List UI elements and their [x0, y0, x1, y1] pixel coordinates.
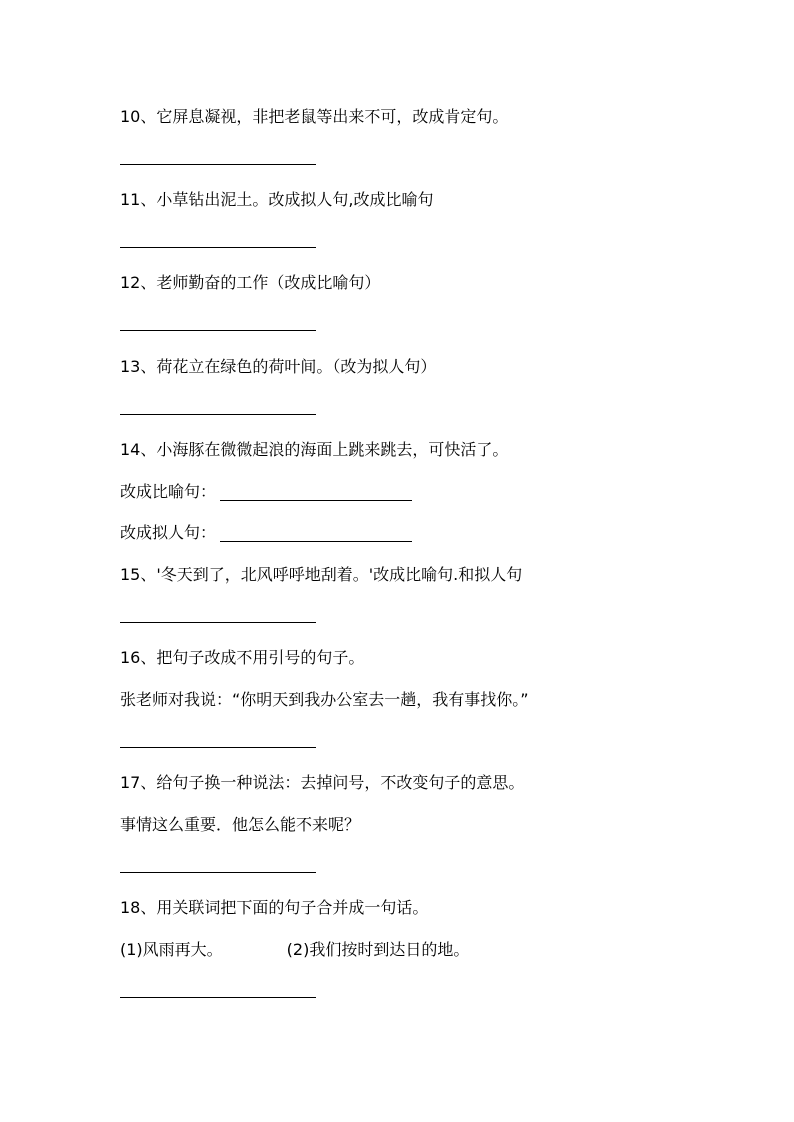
question-16-sentence: 张老师对我说：“你明天到我办公室去一趟，我有事找你。”: [120, 690, 529, 709]
question-15: 15、'冬天到了，北风呼呼地刮着。'改成比喻句.和拟人句: [120, 565, 523, 584]
simile-label: 改成比喻句：: [120, 482, 217, 501]
question-16: 16、把句子改成不用引号的句子。: [120, 648, 365, 667]
question-14: 14、小海豚在微微起浪的海面上跳来跳去，可快活了。: [120, 440, 509, 459]
question-10: 10、它屏息凝视，非把老鼠等出来不可，改成肯定句。: [120, 107, 509, 126]
question-13: 13、荷花立在绿色的荷叶间。（改为拟人句）: [120, 357, 437, 376]
personification-label: 改成拟人句：: [120, 523, 217, 542]
question-11: 11、小草钻出泥土。改成拟人句,改成比喻句: [120, 190, 434, 209]
answer-blank-18[interactable]: [120, 997, 316, 998]
answer-blank-11[interactable]: [120, 247, 316, 248]
question-18-part1: (1)风雨再大。: [120, 940, 223, 959]
question-18-part2: (2)我们按时到达日的地。: [286, 940, 470, 959]
question-17-sentence: 事情这么重要．他怎么能不来呢？: [120, 815, 361, 834]
answer-blank-16[interactable]: [120, 747, 316, 748]
question-17: 17、给句子换一种说法：去掉问号，不改变句子的意思。: [120, 773, 525, 792]
answer-blank-10[interactable]: [120, 164, 316, 165]
question-18: 18、用关联词把下面的句子合并成一句话。: [120, 898, 429, 917]
answer-blank-17[interactable]: [120, 872, 316, 873]
answer-blank-13[interactable]: [120, 414, 316, 415]
question-12: 12、老师勤奋的工作（改成比喻句）: [120, 273, 381, 292]
answer-blank-12[interactable]: [120, 330, 316, 331]
question-14-personification-row: [120, 523, 412, 543]
question-18-parts: [120, 940, 469, 960]
answer-blank-15[interactable]: [120, 622, 316, 623]
question-14-simile-row: [120, 482, 412, 502]
answer-blank-14-simile[interactable]: [220, 500, 412, 501]
answer-blank-14-personification[interactable]: [220, 541, 412, 542]
